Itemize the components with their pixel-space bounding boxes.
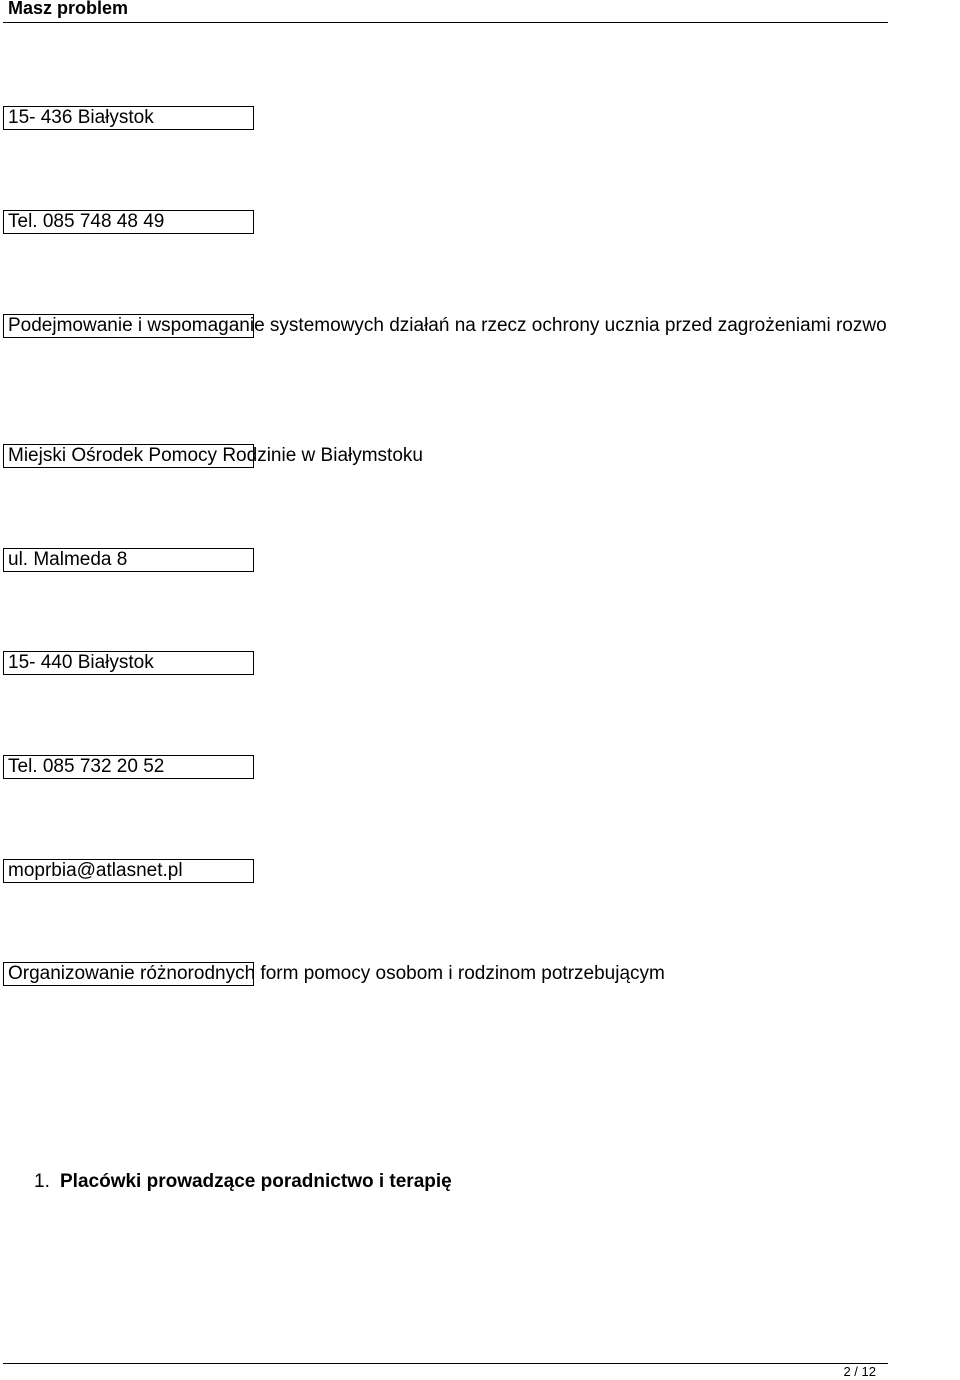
field-text: Organizowanie różnorodnych form pomocy osobom i rodzinom potrzebującym [8,963,665,984]
field-text: Podejmowanie i wspomaganie systemowych działań na rzecz ochrony ucznia przed zagrożeniami rozwo [8,315,887,336]
field-text: Tel. 085 748 48 49 [8,211,165,232]
section-number: 1. [34,1171,50,1192]
title-divider [3,22,888,23]
field-text: 15- 440 Białystok [8,652,154,673]
field-text: ul. Malmeda 8 [8,549,128,570]
footer-divider [3,1363,888,1364]
section-title: Placówki prowadzące poradnictwo i terapię [60,1171,452,1192]
field-text: moprbia@atlasnet.pl [8,860,183,881]
field-text: 15- 436 Białystok [8,107,154,128]
field-text: Tel. 085 732 20 52 [8,756,165,777]
field-text: Miejski Ośrodek Pomocy Rodzinie w Białymstoku [8,445,423,466]
page-title: Masz problem [8,0,129,18]
section-heading [34,1170,452,1194]
page-number: 2 / 12 [843,1364,876,1379]
